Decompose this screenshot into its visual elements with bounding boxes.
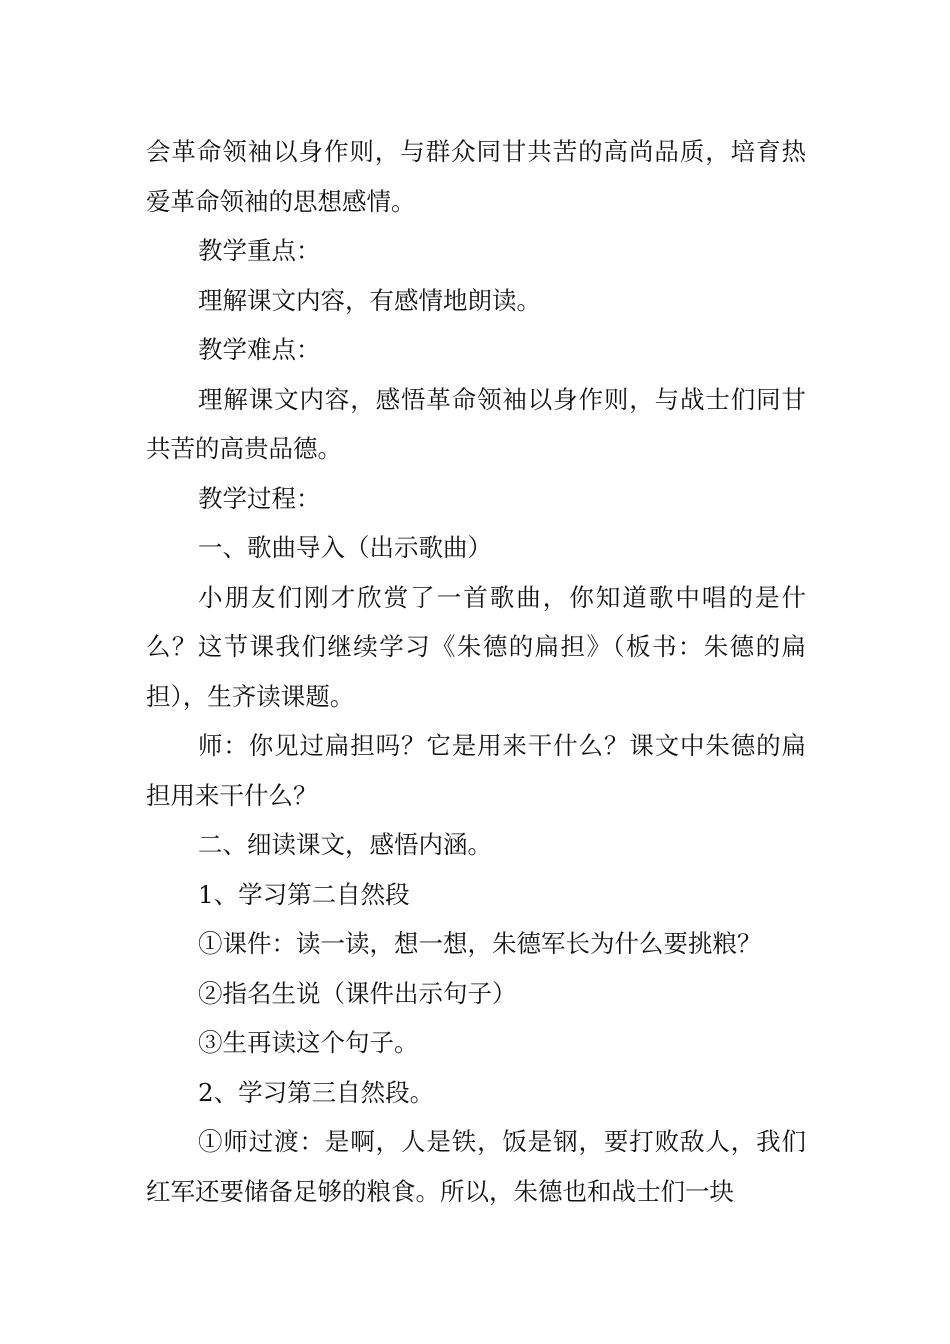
paragraph-objective-continuation: 会革命领袖以身作则，与群众同甘共苦的高尚品质，培育热爱革命领袖的思想感情。 [146, 137, 806, 216]
substep-reread: ③生再读这个句子。 [198, 1028, 419, 1057]
step-paragraph-three: 2、学习第三自然段。 [198, 1077, 435, 1107]
paragraph-teacher-question: 师：你见过扁担吗？它是用来干什么？课文中朱德的扁担用来干什么？ [146, 731, 806, 810]
heading-teaching-difficulty: 教学难点： [198, 335, 321, 364]
step-paragraph-two: 1、学习第二自然段 [198, 879, 410, 909]
paragraph-teaching-focus: 理解课文内容，有感情地朗读。 [198, 285, 541, 315]
document-body [146, 127, 806, 1216]
heading-teaching-process: 教学过程： [198, 483, 321, 513]
substep-courseware: ①课件：读一读，想一想，朱德军长为什么要挑粮？ [198, 929, 762, 958]
substep-student-answer: ②指名生说（课件出示句子） [198, 978, 517, 1008]
paragraph-song-intro: 小朋友们刚才欣赏了一首歌曲，你知道歌中唱的是什么？这节课我们继续学习《朱德的扁担》（板书：朱德的扁担），生齐读课题。 [146, 582, 806, 711]
section-song-intro: 一、歌曲导入（出示歌曲） [198, 533, 492, 562]
heading-teaching-focus: 教学重点： [198, 236, 321, 265]
section-close-reading: 二、细读课文，感悟内涵。 [198, 830, 492, 859]
substep-teacher-transition: ①师过渡：是啊，人是铁，饭是钢，要打败敌人，我们红军还要储备足够的粮食。所以，朱德也和战士们一块 [146, 1127, 806, 1206]
paragraph-teaching-difficulty: 理解课文内容，感悟革命领袖以身作则，与战士们同甘共苦的高贵品德。 [146, 384, 806, 463]
